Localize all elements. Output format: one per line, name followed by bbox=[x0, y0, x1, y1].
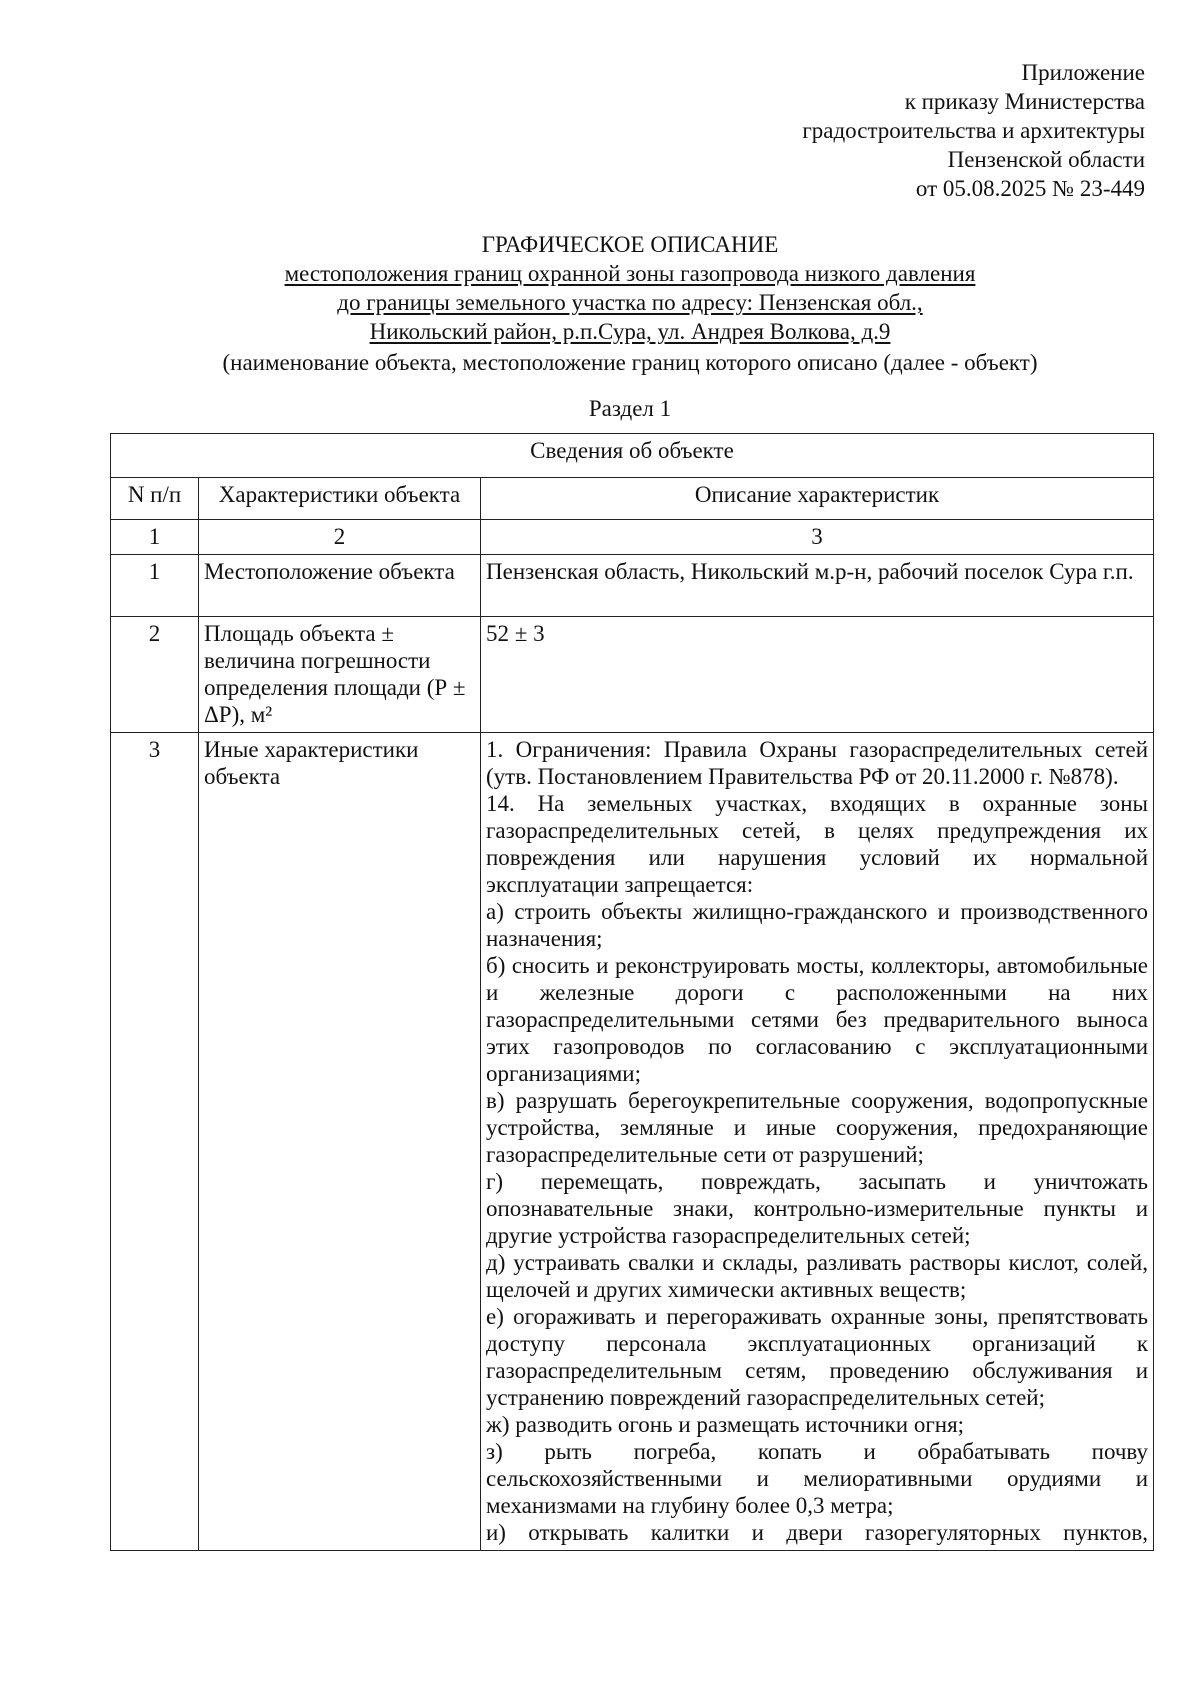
object-name-line: Никольский район, р.п.Сура, ул. Андрея Волкова, д.9 bbox=[369, 319, 891, 344]
header-line: Приложение bbox=[1021, 60, 1145, 85]
header-line: Пензенской области bbox=[947, 147, 1145, 172]
restriction-paragraph: 14. На земельных участках, входящих в охранные зоны газораспределительных сетей, в целях предупреждения их повреждения или нарушения условий их нормальной эксплуатации запрещается: bbox=[486, 791, 1149, 897]
restriction-paragraph: е) огораживать и перегораживать охранные зоны, препятствовать доступу персонала эксплуатационных организаций к газораспределительным сетям, проведению обслуживания и устранению повреждений газораспределительных сетей; bbox=[486, 1304, 1149, 1410]
restriction-paragraph: д) устраивать свалки и склады, разливать растворы кислот, солей, щелочей и других химически активных веществ; bbox=[486, 1250, 1149, 1302]
row-description: Пензенская область, Никольский м.р-н, рабочий поселок Сура г.п. bbox=[481, 555, 1154, 617]
column-header-description: Описание характеристик bbox=[481, 478, 1154, 520]
section-label: Раздел 1 bbox=[588, 396, 672, 421]
column-header-characteristic: Характеристики объекта bbox=[199, 478, 481, 520]
row-characteristic: Местоположение объекта bbox=[199, 555, 481, 617]
object-name-line: до границы земельного участка по адресу: Пензенская обл., bbox=[337, 290, 923, 315]
row-number: 1 bbox=[111, 555, 199, 617]
restriction-paragraph: ж) разводить огонь и размещать источники огня; bbox=[486, 1412, 965, 1437]
row-description bbox=[481, 733, 1154, 1551]
row-characteristic: Площадь объекта ± величина погрешности определения площади (Р ± ΔР), м² bbox=[199, 617, 481, 733]
restriction-paragraph: з) рыть погреба, копать и обрабатывать почву сельскохозяйственными и мелиоративными орудиями и механизмами на глубину более 0,3 метра; bbox=[486, 1439, 1149, 1518]
table-caption: Сведения об объекте bbox=[111, 434, 1154, 478]
row-number: 3 bbox=[111, 733, 199, 1551]
appendix-header bbox=[545, 58, 1145, 203]
restriction-paragraph: и) открывать калитки и двери газорегуляторных пунктов, bbox=[486, 1520, 1149, 1545]
object-name-caption: (наименование объекта, местоположение границ которого описано (далее - объект) bbox=[222, 350, 1038, 375]
restriction-paragraph: б) сносить и реконструировать мосты, коллекторы, автомобильные и железные дороги с расположенными на них газораспределительными сетями без предварительного выноса этих газопроводов по согласованию с эксплуатационными организациями; bbox=[486, 953, 1149, 1086]
document-title-block bbox=[110, 230, 1150, 377]
header-line: к приказу Министерства bbox=[904, 89, 1145, 114]
column-number: 1 bbox=[111, 520, 199, 555]
table-row bbox=[111, 617, 1154, 733]
restriction-paragraph: г) перемещать, повреждать, засыпать и уничтожать опознавательные знаки, контрольно-измерительные пункты и другие устройства газораспределительных сетей; bbox=[486, 1169, 1149, 1248]
object-name-line: местоположения границ охранной зоны газопровода низкого давления bbox=[284, 261, 976, 286]
header-line: от 05.08.2025 № 23-449 bbox=[915, 176, 1145, 201]
restriction-paragraph: а) строить объекты жилищно-гражданского и производственного назначения; bbox=[486, 899, 1149, 951]
document-title: ГРАФИЧЕСКОЕ ОПИСАНИЕ bbox=[481, 232, 779, 257]
object-info-table bbox=[110, 433, 1154, 1551]
row-description: 52 ± 3 bbox=[481, 617, 1154, 733]
column-number: 2 bbox=[199, 520, 481, 555]
row-characteristic: Иные характеристики объекта bbox=[199, 733, 481, 1551]
restriction-paragraph: в) разрушать берегоукрепительные сооружения, водопропускные устройства, земляные и иные сооружения, предохраняющие газораспределительные сети от разрушений; bbox=[486, 1088, 1149, 1167]
row-number: 2 bbox=[111, 617, 199, 733]
restriction-paragraph: 1. Ограничения: Правила Охраны газораспределительных сетей (утв. Постановлением Правительства РФ от 20.11.2000 г. №878). bbox=[486, 737, 1149, 789]
table-row bbox=[111, 555, 1154, 617]
column-header-number: N п/п bbox=[111, 478, 199, 520]
table-row bbox=[111, 733, 1154, 1551]
header-line: градостроительства и архитектуры bbox=[802, 118, 1145, 143]
column-number: 3 bbox=[481, 520, 1154, 555]
